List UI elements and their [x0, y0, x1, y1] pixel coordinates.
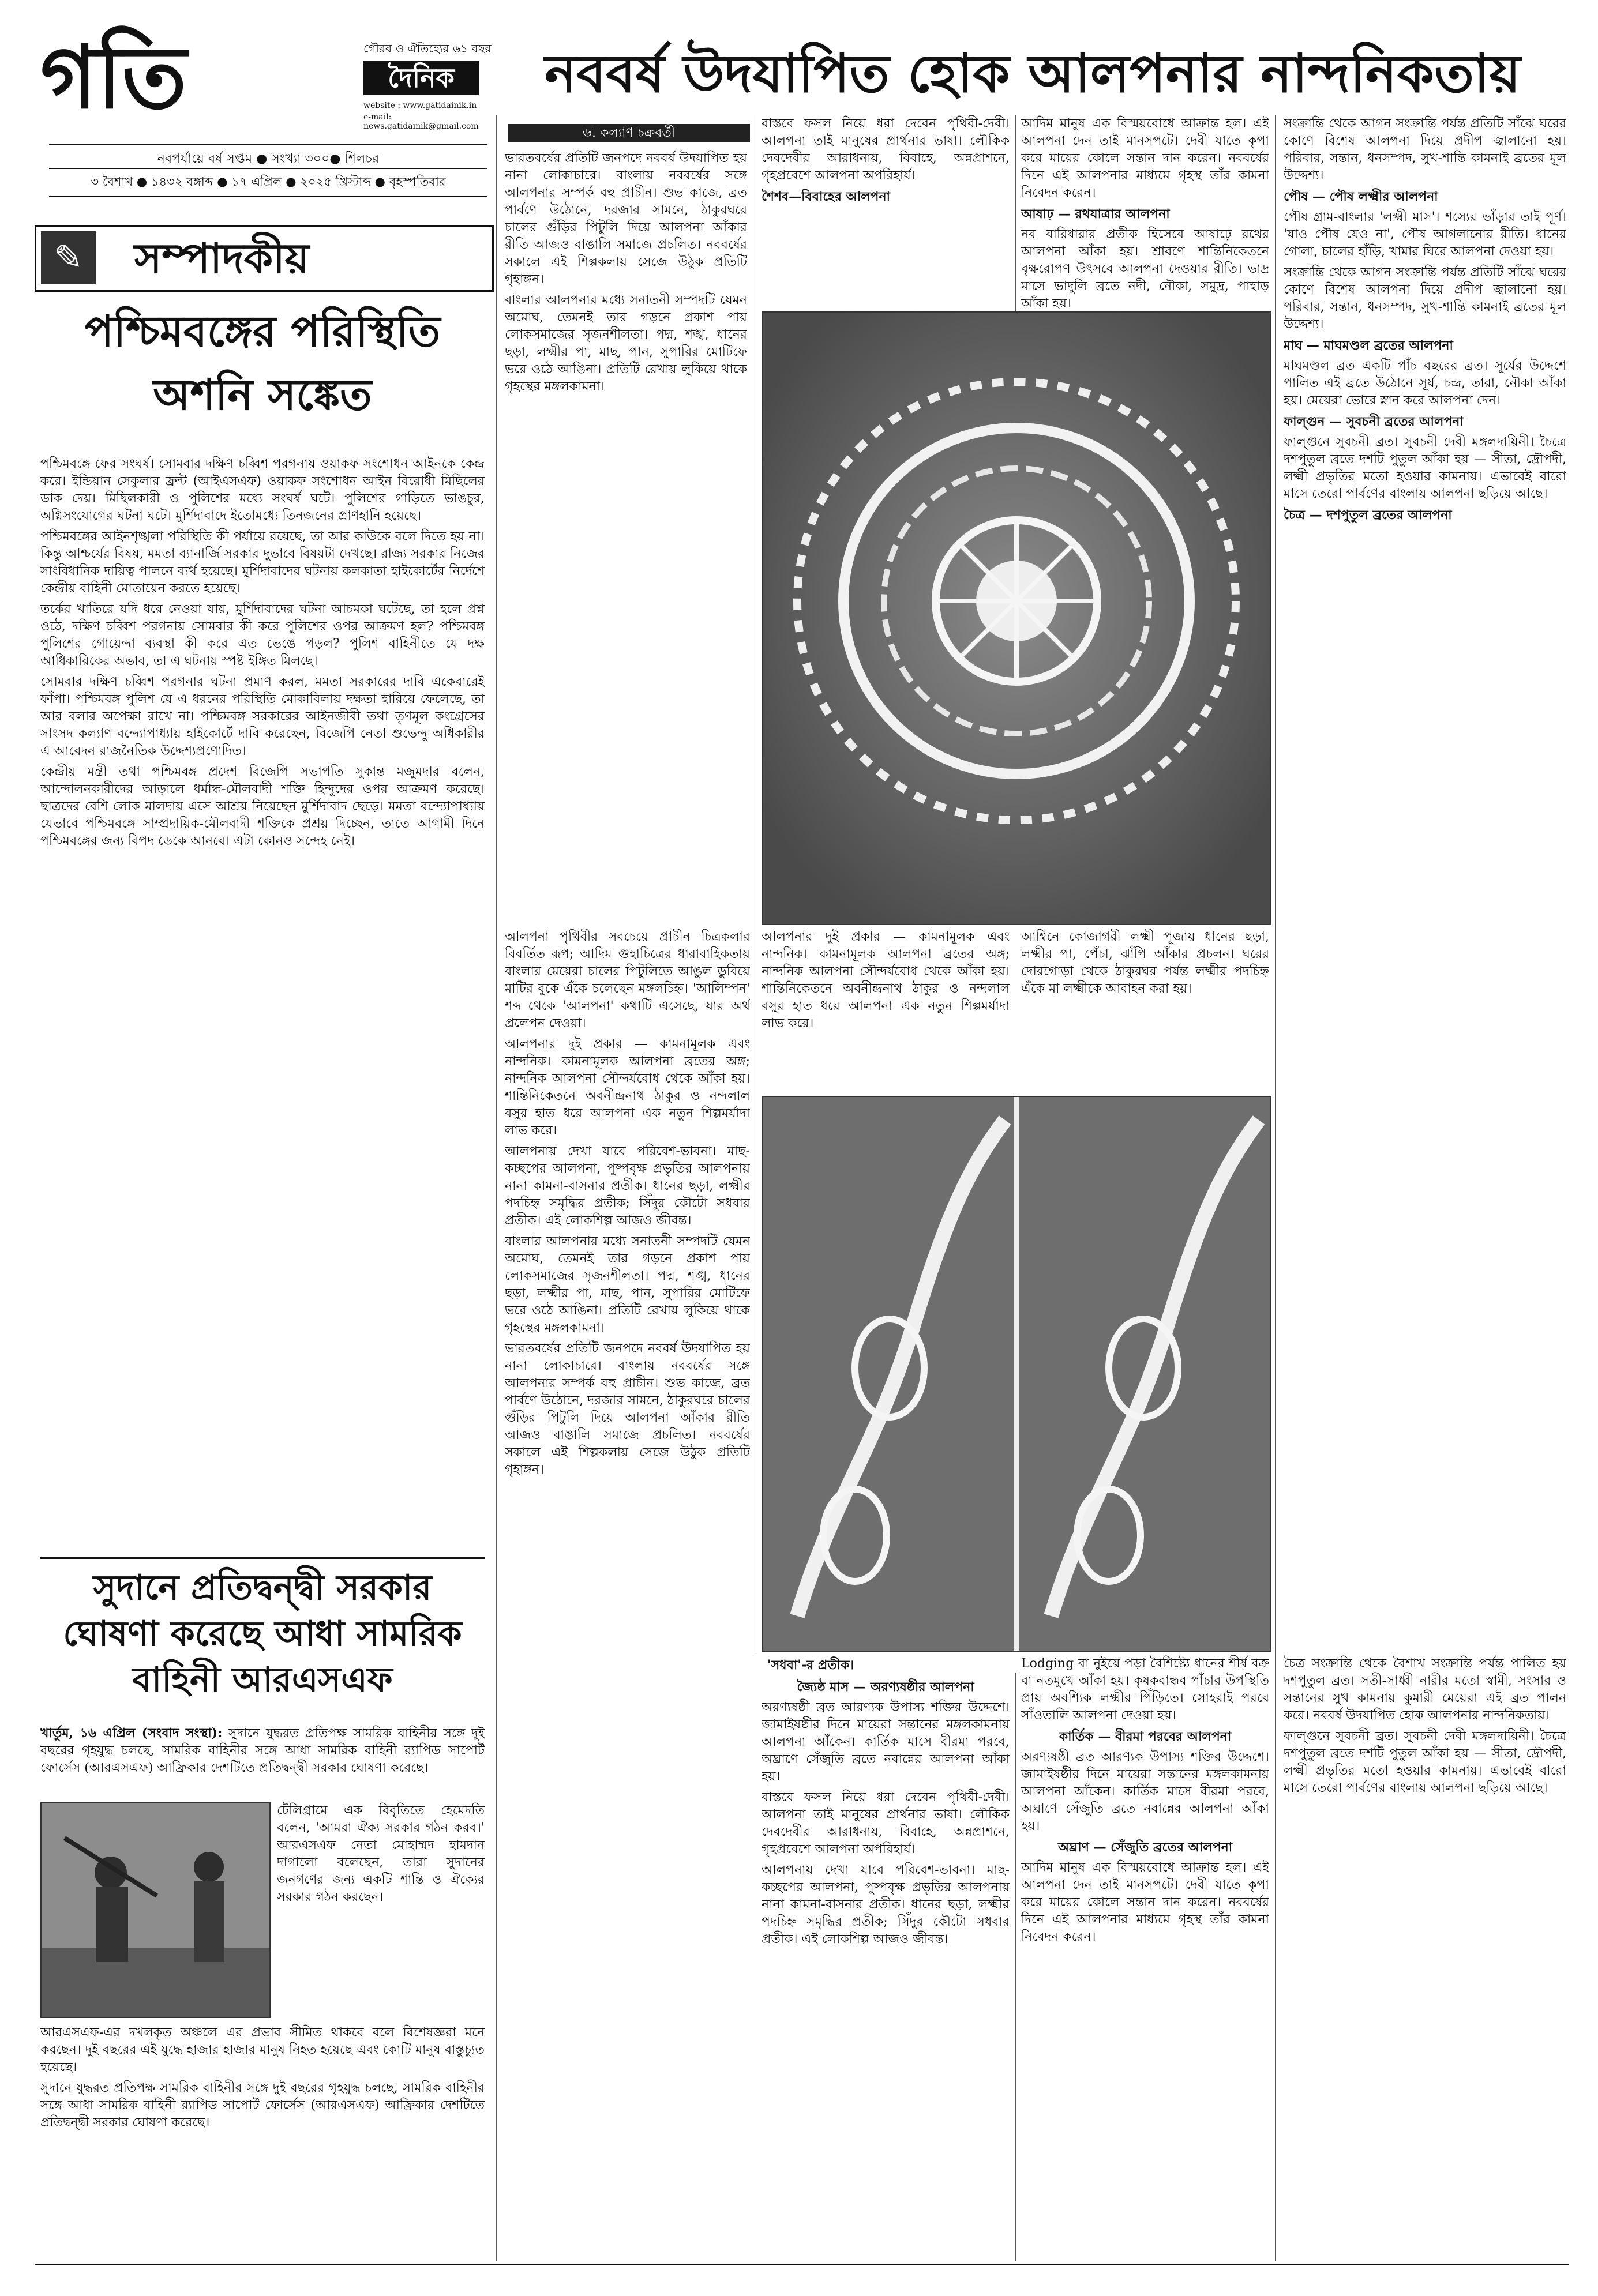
main-subhead: অঘ্রাণ — সেঁজুতি ব্রতের আলপনা: [1057, 1840, 1233, 1855]
sudan-para: আরএসএফ-এর দখলকৃত অঞ্চলে এর প্রভাব সীমিত থাকবে বলে বিশেষজ্ঞরা মনে করছেন। দুই বছরের এই যুদ্ধে হাজার হাজার মানুষ নিহত হয়েছে এবং কোটি মানুষ বাস্তুচ্যুত হয়েছে।: [40, 2026, 485, 2075]
main-para: ফাল্গুনে সুবচনী ব্রত। সুবচনী দেবী মঙ্গলদায়িনী। চৈত্রে দশপুতুল ব্রতে দশটি পুতুল আঁকা হয় — সীতা, দ্রৌপদী, লক্ষ্মী প্রভৃতির মতো হওয়ার কামনায়। এভাবেই বারো মাসে তেরো পার্বণের বাংলায় আলপনা ছড়িয়ে আছে।: [1284, 1729, 1566, 1795]
main-para: নব বারিধারার প্রতীক হিসেবে আষাঢ়ে রথের আলপনা আঁকা হয়। শ্রাবণে শান্তিনিকেতনে বৃক্ষরোপণ উৎসবে আলপনা দেওয়ার রীতি। ভাদ্র মাসে ভাদুলি ব্রতে নদী, নৌকা, সমুদ্র, পাহাড় আঁকা হয়।: [1021, 227, 1269, 311]
logo: গতি: [40, 28, 187, 128]
issue-line: নবপর্যায়ে বর্ষ সপ্তম ● সংখ্যা ৩০০● শিলচর: [49, 144, 487, 170]
column-rule: [496, 115, 497, 2261]
main-para: আদিম মানুষ এক বিস্ময়বোধে আক্রান্ত হল। এই আলপনা দেন তাই মানসপটে। দেবী যাতে কৃপা করে মায়ের কোলে সন্তান দান করেন। নববর্ষের দিনে এই আলপনার মাধ্যমে গৃহস্থ তাঁর কামনা নিবেদন করেন।: [1021, 1861, 1269, 1944]
main-para: অরণ্যষষ্ঠী ব্রত আরণ্যক উপাস্য শক্তির উদ্দেশে। জামাইষষ্ঠীর দিনে মায়েরা সন্তানের মঙ্গলকামনায় আলপনা আঁকেন। কার্তিক মাসে বীরমা পরবে, অঘ্রাণে সেঁজুতি ব্রতে নবান্নের আলপনা আঁকা হয়।: [1021, 1750, 1269, 1833]
daily-badge: দৈনিক: [363, 61, 479, 95]
sudan-para: সুদানে যুদ্ধরত প্রতিপক্ষ সামরিক বাহিনীর সঙ্গে দুই বছরের গৃহযুদ্ধ চলছে, সামরিক বাহিনীর সঙ্গে আধা সামরিক বাহিনী র‍্যাপিড সাপোর্ট ফোর্সেস (আরএসএফ) আফ্রিকার দেশটিতে প্রতিদ্বন্দ্বী সরকার ঘোষণা করেছে।: [40, 2081, 485, 2130]
pen-icon: ✎: [41, 231, 96, 284]
main-col-8: [762, 1678, 1010, 2255]
page-bottom-rule: [35, 2264, 1569, 2265]
column-rule: [1015, 1673, 1016, 2261]
main-para: ভারতবর্ষের প্রতিটি জনপদে নববর্ষ উদযাপিত হয় নানা লোকাচারে। বাংলায় নববর্ষের সঙ্গে আলপনার সম্পর্ক বহু প্রাচীন। শুভ কাজে, ব্রত পার্বণে উঠোনে, দরজার সামনে, ঠাকুরঘরে চালের গুঁড়ির পিটুলি দিয়ে আলপনা আঁকার রীতি আজও বাঙালি সমাজে প্রচলিত। নববর্ষের সকালে এই শিল্পকলায় সেজে উঠুক প্রতিটি গৃহাঙ্গন।: [505, 151, 747, 287]
alpana-photo-footprints: [762, 1096, 1271, 1652]
sudan-body-side: [277, 1802, 485, 2016]
photo-caption: 'সধবা'-র প্রতীক।: [767, 1658, 854, 1673]
main-col-1: [505, 150, 747, 917]
main-para: আলপনার দুই প্রকার — কামনামূলক এবং নান্দনিক। কামনামূলক আলপনা ব্রতের অঙ্গ; নান্দনিক আলপনা সৌন্দর্যবোধ থেকে আঁকা হয়। শান্তিনিকেতনে অবনীন্দ্রনাথ ঠাকুর ও নন্দলাল বসুর হাত ধরে আলপনা এক নতুন শিল্পমর্যাদা লাভ করে।: [762, 930, 1010, 1031]
masthead: [40, 28, 496, 141]
editorial-para: পশ্চিমবঙ্গের আইনশৃঙ্খলা পরিস্থিতি কী পর্যায়ে রয়েছে, তা আর কাউকে বলে দিতে হয় না। কিন্তু আশ্চর্যের বিষয়, মমতা ব্যানার্জি সরকার দুভাবে বিষয়টা দেখছে। রাজ্য সরকার নিজের সাংবিধানিক দায়িত্ব পালনে ব্যর্থ হয়েছে। মুর্শিদাবাদের ঘটনায় কলকাতা হাইকোর্টের নির্দেশে কেন্দ্রীয় বাহিনী মোতায়েন করতে হয়েছে।: [40, 529, 485, 596]
main-para: আদিম মানুষ এক বিস্ময়বোধে আক্রান্ত হল। এই আলপনা দেন তাই মানসপটে। দেবী যাতে কৃপা করে মায়ের কোলে সন্তান দান করেন। নববর্ষের দিনে এই আলপনার মাধ্যমে গৃহস্থ তাঁর কামনা নিবেদন করেন।: [1021, 117, 1269, 200]
main-para: অরণ্যষষ্ঠী ব্রত আরণ্যক উপাস্য শক্তির উদ্দেশে। জামাইষষ্ঠীর দিনে মায়েরা সন্তানের মঙ্গলকামনায় আলপনা আঁকেন। কার্তিক মাসে বীরমা পরবে, অঘ্রাণে সেঁজুতি ব্রতে নবান্নের আলপনা আঁকা হয়।: [762, 1700, 1010, 1784]
main-col-4: [1284, 115, 1566, 1649]
main-col-6: [762, 929, 1010, 1090]
main-subhead: জ্যৈষ্ঠ মাস — অরণ্যষষ্ঠীর আলপনা: [797, 1679, 974, 1694]
main-para: আশ্বিনে কোজাগরী লক্ষ্মী পূজায় ধানের ছড়া, লক্ষ্মীর পা, পেঁচা, ঝাঁপি আঁকার প্রচলন। ঘরের দোরগোড়া থেকে ঠাকুরঘর পর্যন্ত লক্ষ্মীর পদচিহ্ন এঁকে মা লক্ষ্মীকে আবাহন করা হয়।: [1021, 930, 1269, 996]
main-col-10: [1284, 1655, 1566, 2255]
main-col-7: [1021, 929, 1269, 1090]
sudan-photo: [40, 1802, 271, 2018]
main-para: Lodging বা নুইয়ে পড়া বৈশিষ্ট্যে ধানের শীর্ষ বক্র বা নতমুখে আঁকা হয়। কৃষকবান্ধব পাঁচার উপস্থিতি প্রায় অবশ্যিক লক্ষ্মীর পিঁড়িতে। সোহরাই পরবে সাঁওতালি আলপনা দেওয়া হয়।: [1021, 1656, 1269, 1723]
editorial-para: সোমবার দক্ষিণ চব্বিশ পরগনার ঘটনা প্রমাণ করল, মমতা সরকারের দাবি একেবারেই ফাঁপা। পশ্চিমবঙ্গ পুলিশ যে এ ধরনের পরিস্থিতি মোকাবিলায় দক্ষতা হারিয়ে ফেলেছে, তা আর বলার অপেক্ষা রাখে না। পশ্চিমবঙ্গ সরকারের আইনজীবী তথা তৃণমূল কংগ্রেসের সাংসদ কল্যাণ বন্দ্যোপাধ্যায় হাইকোর্টে দাবি করেছেন, বিজেপি নেতা শুভেন্দু অধিকারীর এ আবেদন রাজনৈতিক উদ্দেশ্যপ্রণোদিত।: [40, 675, 485, 758]
main-col-2: [762, 115, 1010, 306]
lakshmi-footprints-image: [763, 1097, 1270, 1651]
sudan-body-top: [40, 1724, 485, 1794]
main-para: আলপনায় দেখা যাবে পরিবেশ-ভাবনা। মাছ-কচ্ছপের আলপনা, পুষ্পবৃক্ষ প্রভৃতির আলপনায় নানা কামনা-বাসনার প্রতীক। ধানের ছড়া, লক্ষ্মীর পদচিহ্ন সমৃদ্ধির প্রতীক; সিঁদুর কৌটো সধবার প্রতীক। এই লোকশিল্প আজও জীবন্ত।: [505, 1144, 750, 1228]
main-subhead: কার্তিক — বীরমা পরবের আলপনা: [1059, 1729, 1232, 1744]
email: e-mail: news.gatidainik@gmail.com: [363, 112, 479, 131]
sudan-dateline: খার্তুম, ১৬ এপ্রিল (সংবাদ সংস্থা):: [40, 1726, 223, 1741]
main-subhead: ফাল্গুন — সুবচনী ব্রতের আলপনা: [1284, 414, 1464, 429]
main-para: ভারতবর্ষের প্রতিটি জনপদে নববর্ষ উদযাপিত হয় নানা লোকাচারে। বাংলায় নববর্ষের সঙ্গে আলপনার সম্পর্ক বহু প্রাচীন। শুভ কাজে, ব্রত পার্বণে উঠোনে, দরজার সামনে, ঠাকুরঘরে চালের গুঁড়ির পিটুলি দিয়ে আলপনা আঁকার রীতি আজও বাঙালি সমাজে প্রচলিত। নববর্ষের সকালে এই শিল্পকলায় সেজে উঠুক প্রতিটি গৃহাঙ্গন।: [505, 1341, 750, 1477]
main-subhead: শৈশব—বিবাহের আলপনা: [762, 189, 890, 204]
main-para: চৈত্র সংক্রান্তি থেকে বৈশাখ সংক্রান্তি পর্যন্ত পালিত হয় দশপুতুল ব্রত। সতী-সাধ্বী নারীর মতো স্বামী, সংসার ও সন্তানের সুখ কামনায় কুমারী মেয়েরা এই ব্রত পালন করে। নববর্ষ উদযাপিত হোক আলপনার নান্দনিকতায়।: [1284, 1656, 1566, 1723]
alpana-circle-image: [763, 313, 1270, 924]
sudan-para: সুদানে যুদ্ধরত প্রতিপক্ষ সামরিক বাহিনীর সঙ্গে দুই বছরের গৃহযুদ্ধ চলছে, সামরিক বাহিনীর সঙ্গে আধা সামরিক বাহিনী র‍্যাপিড সাপোর্ট ফোর্সেস (আরএসএফ) আফ্রিকার দেশটিতে প্রতিদ্বন্দ্বী সরকার ঘোষণা করেছে।: [40, 1726, 485, 1775]
sudan-headline: সুদানে প্রতিদ্বন্দ্বী সরকার ঘোষণা করেছে আধা সামরিক বাহিনী আরএসএফ: [40, 1557, 485, 1703]
editorial-para: তর্কের খাতিরে যদি ধরে নেওয়া যায়, মুর্শিদাবাদের ঘটনা আচমকা ঘটেছে, তা হলে প্রশ্ন ওঠে, দক্ষিণ চব্বিশ পরগনায় সোমবার কী করে পুলিশের ওপর আক্রমণ হল? পশ্চিমবঙ্গ পুলিশের গোয়েন্দা ব্যবস্থা কী করে এত ভেঙে পড়ল? পুলিশ বাহিনীতে যে দক্ষ আধিকারিকের অভাব, তা এ ঘটনায় স্পষ্ট ইঙ্গিত মিলছে।: [40, 602, 485, 668]
main-col-5: [505, 929, 750, 2255]
main-para: বাস্তবে ফসল নিয়ে ধরা দেবেন পৃথিবী-দেবী। আলপনা তাই মানুষের প্রার্থনার ভাষা। লৌকিক দেবদেবীর আরাধনায়, বিবাহে, অন্নপ্রাশনে, গৃহপ্রবেশে আলপনা অপরিহার্য।: [762, 117, 1010, 183]
editorial-headline-1: পশ্চিমবঙ্গের পরিস্থিতি: [84, 307, 441, 356]
main-para: আলপনায় দেখা যাবে পরিবেশ-ভাবনা। মাছ-কচ্ছপের আলপনা, পুষ্পবৃক্ষ প্রভৃতির আলপনায় নানা কামনা-বাসনার প্রতীক। ধানের ছড়া, লক্ষ্মীর পদচিহ্ন সমৃদ্ধির প্রতীক; সিঁদুর কৌটো সধবার প্রতীক। এই লোকশিল্প আজও জীবন্ত।: [762, 1863, 1010, 1946]
editorial-body: [40, 456, 485, 1523]
soldiers-image: [42, 1803, 269, 2017]
main-para: সংক্রান্তি থেকে আগন সংক্রান্তি পর্যন্ত প্রতিটি সাঁঝে ঘরের কোণে বিশেষ আলপনা দিয়ে প্রদীপ জ্বালানো হয়। পরিবার, সন্তান, ধনসম্পদ, সুখ-শান্তি কামনাই ব্রতের মূল উদ্দেশ্য।: [1284, 265, 1566, 332]
main-para: পৌষ গ্রাম-বাংলার 'লক্ষ্মী মাস'। শস্যের ভাঁড়ার তাই পূর্ণ। 'যাও পৌষ যেও না', পৌষ আগলানোর রীতি। ধানের গোলা, চালের হাঁড়ি, খামার ঘিরে আলপনা দেওয়া হয়।: [1284, 210, 1566, 259]
main-subhead: পৌষ — পৌষ লক্ষ্মীর আলপনা: [1284, 189, 1438, 204]
main-para: বাংলার আলপনার মধ্যে সনাতনী সম্পদটি যেমন অমোঘ, তেমনই তার গড়নে প্রকাশ পায় লোকসমাজের সৃজনশীলতা। পদ্ম, শঙ্খ, ধানের ছড়া, লক্ষ্মীর পা, মাছ, পান, সুপারির মোটিফে ভরে ওঠে আঙিনা। প্রতিটি রেখায় লুকিয়ে থাকে গৃহস্থের মঙ্গলকামনা।: [505, 1234, 750, 1335]
editorial-headline-2: অশনি সঙ্কেত: [153, 370, 372, 420]
date-line: ৩ বৈশাখ ● ১৪৩২ বঙ্গাব্দ ● ১৭ এপ্রিল ● ২০২৫ খ্রিস্টাব্দ ● বৃহস্পতিবার: [49, 168, 487, 197]
editorial-para: কেন্দ্রীয় মন্ত্রী তথা পশ্চিমবঙ্গ প্রদেশ বিজেপি সভাপতি সুকান্ত মজুমদার বলেন, আন্দোলনকারীদের আড়ালে ধর্মান্ধ-মৌলবাদী শক্তি হিন্দুদের ওপর আক্রমণ করেছে। ছাত্রদের বেশি লোক মালদায় এসে আশ্রয় নিয়েছেন মুর্শিদাবাদ ছেড়ে। মমতা বন্দ্যোপাধ্যায় যেভাবে পশ্চিমবঙ্গে সাম্প্রদায়িক-মৌলবাদী শক্তিকে প্রশ্রয় দিচ্ছেন, তাতে আগামী দিনে পশ্চিমবঙ্গের জন্য বিপদ ডেকে আনবে। এটা কোনও সন্দেহ নেই।: [40, 765, 485, 848]
website: website : www.gatidainik.in: [363, 101, 477, 110]
main-subhead: আষাঢ় — রথযাত্রার আলপনা: [1021, 206, 1170, 221]
main-para: বাংলার আলপনার মধ্যে সনাতনী সম্পদটি যেমন অমোঘ, তেমনই তার গড়নে প্রকাশ পায় লোকসমাজের সৃজনশীলতা। পদ্ম, শঙ্খ, ধানের ছড়া, লক্ষ্মীর পা, মাছ, পান, সুপারির মোটিফে ভরে ওঠে আঙিনা। প্রতিটি রেখায় লুকিয়ে থাকে গৃহস্থের মঙ্গলকামনা।: [505, 293, 747, 394]
main-para: আলপনা পৃথিবীর সবচেয়ে প্রাচীন চিত্রকলার বিবর্তিত রূপ; আদিম গুহাচিত্রের ধারাবাহিকতায় বাংলার মেয়েরা চালের পিটুলিতে আঙুল ডুবিয়ে মাটির বুকে এঁকে চলেছেন মঙ্গলচিহ্ন। 'আলিম্পন' শব্দ থেকে 'আলপনা' কথাটি এসেছে, যার অর্থ প্রলেপন দেওয়া।: [505, 930, 750, 1031]
main-para: আলপনার দুই প্রকার — কামনামূলক এবং নান্দনিক। কামনামূলক আলপনা ব্রতের অঙ্গ; নান্দনিক আলপনা সৌন্দর্যবোধ থেকে আঁকা হয়। শান্তিনিকেতনে অবনীন্দ্রনাথ ঠাকুর ও নন্দলাল বসুর হাত ধরে আলপনা এক নতুন শিল্পমর্যাদা লাভ করে।: [505, 1037, 750, 1138]
main-subhead: মাঘ — মাঘমণ্ডল ব্রতের আলপনা: [1284, 338, 1453, 353]
main-para: মাঘমণ্ডল ব্রত একটি পাঁচ বছরের ব্রত। সূর্যের উদ্দেশে পালিত এই ব্রতে উঠোনে সূর্য, চন্দ্র, তারা, নৌকা আঁকা হয়। মেয়েরা ভোরে স্নান করে আলপনা দেন।: [1284, 359, 1566, 408]
main-col-9: [1021, 1655, 1269, 2255]
main-para: বাস্তবে ফসল নিয়ে ধরা দেবেন পৃথিবী-দেবী। আলপনা তাই মানুষের প্রার্থনার ভাষা। লৌকিক দেবদেবীর আরাধনায়, বিবাহে, অন্নপ্রাশনে, গৃহপ্রবেশে আলপনা অপরিহার্য।: [762, 1790, 1010, 1857]
main-headline: নববর্ষ উদযাপিত হোক আলপনার নান্দনিকতায়: [545, 43, 1521, 104]
tagline: গৌরব ও ঐতিহ্যের ৬১ বছর: [363, 42, 492, 55]
editorial-banner: [35, 225, 494, 292]
byline: ড. কল্যাণ চক্রবর্তী: [508, 124, 750, 142]
main-para: ফাল্গুনে সুবচনী ব্রত। সুবচনী দেবী মঙ্গলদায়িনী। চৈত্রে দশপুতুল ব্রতে দশটি পুতুল আঁকা হয় — সীতা, দ্রৌপদী, লক্ষ্মী প্রভৃতির মতো হওয়ার কামনায়। এভাবেই বারো মাসে তেরো পার্বণের বাংলায় আলপনা ছড়িয়ে আছে।: [1284, 435, 1566, 501]
editorial-label: সম্পাদকীয়: [134, 234, 310, 283]
alpana-photo-circular: [762, 311, 1271, 925]
editorial-para: পশ্চিমবঙ্গে ফের সংঘর্ষ। সোমবার দক্ষিণ চব্বিশ পরগনায় ওয়াকফ সংশোধন আইনকে কেন্দ্র করে। ইন্ডিয়ান সেকুলার ফ্রন্ট (আইএসএফ) ওয়াকফ সংশোধন আইন বিরোধী মিছিলের ডাক দেয়। মিছিলকারী ও পুলিশের মধ্যে সংঘর্ষ ঘটে। পুলিশের গাড়িতে ভাঙচুর, অগ্নিসংযোগের ঘটনা ঘটে। মুর্শিদাবাদে ইতোমধ্যে তিনজনের প্রাণহানি হয়েছে।: [40, 457, 485, 523]
column-rule: [1275, 115, 1276, 2261]
main-subhead: চৈত্র — দশপুতুল ব্রতের আলপনা: [1284, 508, 1452, 523]
sudan-para: টেলিগ্রামে এক বিবৃতিতে হেমেদতি বলেন, 'আমরা ঐক্য সরকার গঠন করব।' আরএসএফ নেতা মোহাম্মদ হামদান দাগালো বলেছেন, তারা সুদানের জনগণের জন্য একটি শান্তি ও ঐক্যের সরকার গঠন করছেন।: [277, 1803, 485, 1904]
main-para: সংক্রান্তি থেকে আগন সংক্রান্তি পর্যন্ত প্রতিটি সাঁঝে ঘরের কোণে বিশেষ আলপনা দিয়ে প্রদীপ জ্বালানো হয়। পরিবার, সন্তান, ধনসম্পদ, সুখ-শান্তি কামনাই ব্রতের মূল উদ্দেশ্য।: [1284, 117, 1566, 183]
sudan-body-bottom: [40, 2024, 485, 2255]
